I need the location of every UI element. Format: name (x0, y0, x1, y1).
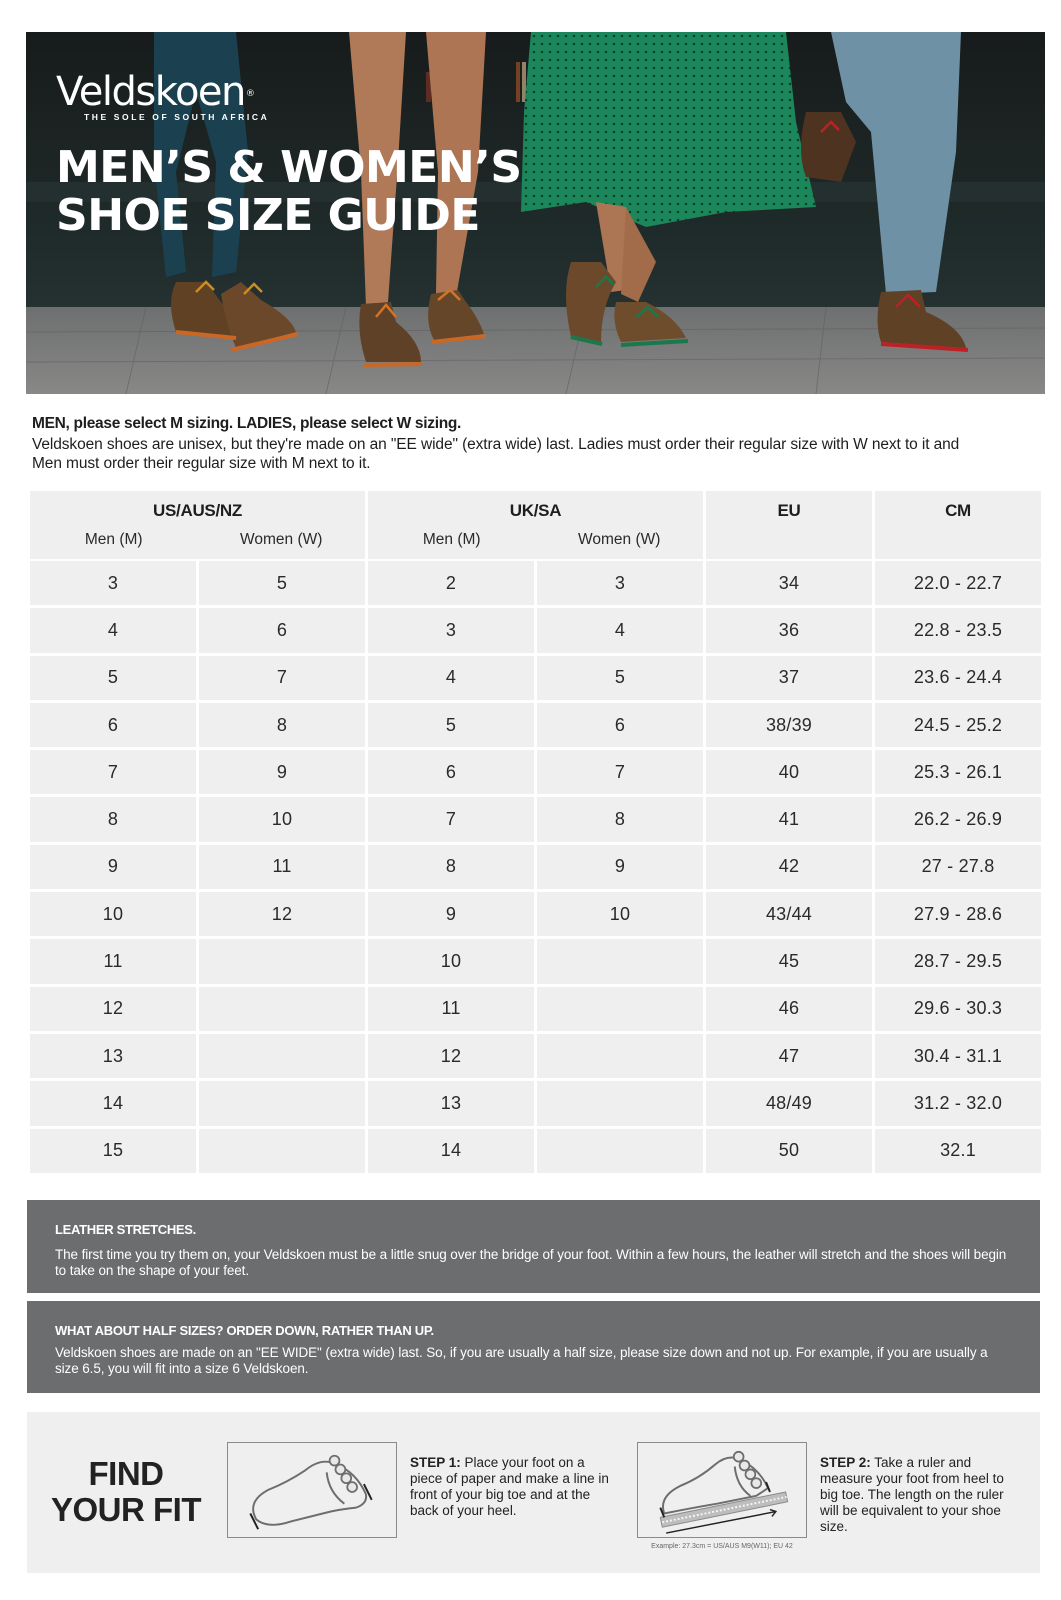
table-row (30, 561, 1043, 605)
cell-cm: 28.7 - 29.5 (875, 939, 1041, 983)
cell-uk-men: 9 (368, 892, 534, 936)
cell-us-men: 4 (30, 608, 196, 652)
cell-uk-women (537, 1129, 703, 1173)
cell-eu: 36 (706, 608, 872, 652)
cell-cm: 25.3 - 26.1 (875, 750, 1041, 794)
cell-uk-women: 8 (537, 797, 703, 841)
cell-us-women (199, 1129, 365, 1173)
intro-heading: MEN, please select M sizing. LADIES, please select W sizing. (32, 415, 462, 432)
header-uk-sa (368, 491, 703, 559)
title-line-1: MEN’S & WOMEN’S (56, 142, 522, 193)
cell-us-women (199, 939, 365, 983)
cell-uk-women: 5 (537, 656, 703, 700)
registered-mark: ® (245, 89, 254, 99)
cell-eu: 48/49 (706, 1081, 872, 1125)
cell-uk-men: 5 (368, 703, 534, 747)
cell-eu: 43/44 (706, 892, 872, 936)
logo-tagline: THE SOLE OF SOUTH AFRICA (84, 112, 270, 122)
leather-stretches-note (27, 1200, 1040, 1293)
cell-us-men: 8 (30, 797, 196, 841)
cell-us-men: 11 (30, 939, 196, 983)
table-row (30, 845, 1043, 889)
cell-cm: 26.2 - 26.9 (875, 797, 1041, 841)
cell-us-women (199, 1034, 365, 1078)
step-1-instruction (410, 1455, 610, 1519)
sizing-intro (32, 414, 972, 473)
cell-us-women: 8 (199, 703, 365, 747)
step-2-label: STEP 2: (820, 1455, 871, 1470)
cell-cm: 30.4 - 31.1 (875, 1034, 1041, 1078)
cell-uk-men: 11 (368, 987, 534, 1031)
foot-ruler-icon (638, 1443, 806, 1537)
cell-eu: 37 (706, 656, 872, 700)
cell-us-men: 12 (30, 987, 196, 1031)
cell-cm: 27.9 - 28.6 (875, 892, 1041, 936)
cell-us-men: 5 (30, 656, 196, 700)
cell-uk-men: 3 (368, 608, 534, 652)
cell-us-men: 15 (30, 1129, 196, 1173)
hero-banner (26, 32, 1045, 394)
cell-uk-women: 3 (537, 561, 703, 605)
foot-outline-icon (228, 1443, 396, 1537)
header-cm (875, 491, 1041, 559)
table-row (30, 892, 1043, 936)
page-title (56, 144, 522, 240)
size-table (30, 491, 1043, 1176)
step-1-label: STEP 1: (410, 1455, 461, 1470)
intro-body: Veldskoen shoes are unisex, but they're made on an "EE wide" (extra wide) last. Ladies must order their regular size with W next to it and Men must order their regular size with M next to it. (32, 436, 960, 472)
cell-eu: 45 (706, 939, 872, 983)
table-row (30, 1034, 1043, 1078)
cell-eu: 46 (706, 987, 872, 1031)
table-row (30, 987, 1043, 1031)
brand-logo (56, 70, 269, 122)
header-sub-women: Women (W) (240, 531, 323, 548)
cell-cm: 22.8 - 23.5 (875, 608, 1041, 652)
cell-us-women: 6 (199, 608, 365, 652)
header-title: EU (777, 501, 801, 520)
cell-eu: 42 (706, 845, 872, 889)
cell-us-men: 7 (30, 750, 196, 794)
step-1-text: Place your foot on a piece of paper and make a line in front of your big toe and at the back of your heel. (410, 1455, 609, 1518)
cell-eu: 38/39 (706, 703, 872, 747)
half-sizes-note (27, 1301, 1040, 1393)
table-row (30, 1081, 1043, 1125)
table-header (30, 491, 1043, 559)
cell-cm: 32.1 (875, 1129, 1041, 1173)
cell-us-women: 10 (199, 797, 365, 841)
cell-cm: 23.6 - 24.4 (875, 656, 1041, 700)
cell-us-men: 9 (30, 845, 196, 889)
header-title: CM (945, 501, 971, 520)
cell-us-men: 3 (30, 561, 196, 605)
info-body: The first time you try them on, your Veldskoen must be a little snug over the bridge of your foot. Within a few hours, the leather will stretch and the shoes will begin to take on the shape of your feet. (55, 1247, 1007, 1278)
fit-title-line-1: FIND (88, 1455, 164, 1492)
table-row (30, 797, 1043, 841)
cell-us-men: 14 (30, 1081, 196, 1125)
cell-us-women: 12 (199, 892, 365, 936)
cell-us-women: 7 (199, 656, 365, 700)
cell-eu: 41 (706, 797, 872, 841)
logo-brand: Veldskoen (56, 69, 245, 115)
info-body: Veldskoen shoes are made on an "EE WIDE" (extra wide) last. So, if you are usually a half size, please size down and not up. For example, if you are usually a size 6.5, you will fit into a size 6 Veldskoen. (55, 1345, 988, 1376)
fit-title-line-2: YOUR FIT (51, 1491, 201, 1528)
ruler-measure-illustration (637, 1442, 807, 1538)
header-us-aus-nz (30, 491, 365, 559)
cell-uk-men: 13 (368, 1081, 534, 1125)
step-2-instruction (820, 1455, 1020, 1535)
cell-uk-men: 6 (368, 750, 534, 794)
cell-uk-men: 2 (368, 561, 534, 605)
cell-us-women: 5 (199, 561, 365, 605)
info-heading: LEATHER STRETCHES. (55, 1222, 196, 1237)
cell-eu: 47 (706, 1034, 872, 1078)
cell-us-women: 9 (199, 750, 365, 794)
cell-us-men: 13 (30, 1034, 196, 1078)
cell-uk-men: 7 (368, 797, 534, 841)
cell-us-women (199, 1081, 365, 1125)
find-your-fit-title (47, 1456, 205, 1528)
table-body (30, 561, 1043, 1173)
header-sub-women: Women (W) (578, 531, 661, 548)
table-row (30, 1129, 1043, 1173)
cell-uk-men: 10 (368, 939, 534, 983)
cell-uk-women (537, 1081, 703, 1125)
cell-eu: 34 (706, 561, 872, 605)
cell-uk-men: 4 (368, 656, 534, 700)
cell-cm: 31.2 - 32.0 (875, 1081, 1041, 1125)
table-row (30, 703, 1043, 747)
cell-uk-women: 6 (537, 703, 703, 747)
header-eu (706, 491, 872, 559)
table-row (30, 608, 1043, 652)
foot-outline-illustration (227, 1442, 397, 1538)
cell-us-women (199, 987, 365, 1031)
header-title: US/AUS/NZ (153, 501, 242, 520)
table-row (30, 656, 1043, 700)
cell-eu: 40 (706, 750, 872, 794)
table-row (30, 750, 1043, 794)
cell-cm: 29.6 - 30.3 (875, 987, 1041, 1031)
cell-uk-women (537, 939, 703, 983)
cell-cm: 22.0 - 22.7 (875, 561, 1041, 605)
step-2-text: Take a ruler and measure your foot from heel to big toe. The length on the ruler will be equivalent to your shoe size. (820, 1455, 1004, 1534)
cell-uk-women: 10 (537, 892, 703, 936)
header-title: UK/SA (509, 501, 562, 520)
title-line-2: SHOE SIZE GUIDE (56, 190, 480, 241)
table-row (30, 939, 1043, 983)
header-sub-men: Men (M) (422, 531, 481, 548)
find-your-fit-panel (27, 1412, 1040, 1573)
cell-uk-women: 9 (537, 845, 703, 889)
cell-uk-men: 8 (368, 845, 534, 889)
cell-us-men: 6 (30, 703, 196, 747)
cell-cm: 24.5 - 25.2 (875, 703, 1041, 747)
cell-uk-women (537, 1034, 703, 1078)
cell-uk-men: 14 (368, 1129, 534, 1173)
cell-us-men: 10 (30, 892, 196, 936)
cell-us-women: 11 (199, 845, 365, 889)
cell-uk-women: 4 (537, 608, 703, 652)
header-sub-men: Men (M) (84, 531, 143, 548)
cell-cm: 27 - 27.8 (875, 845, 1041, 889)
cell-uk-men: 12 (368, 1034, 534, 1078)
info-heading: WHAT ABOUT HALF SIZES? ORDER DOWN, RATHER THAN UP. (55, 1323, 434, 1338)
cell-uk-women: 7 (537, 750, 703, 794)
fit-example-caption: Example: 27.3cm = US/AUS M9(W11); EU 42 (651, 1543, 793, 1550)
cell-eu: 50 (706, 1129, 872, 1173)
cell-uk-women (537, 987, 703, 1031)
